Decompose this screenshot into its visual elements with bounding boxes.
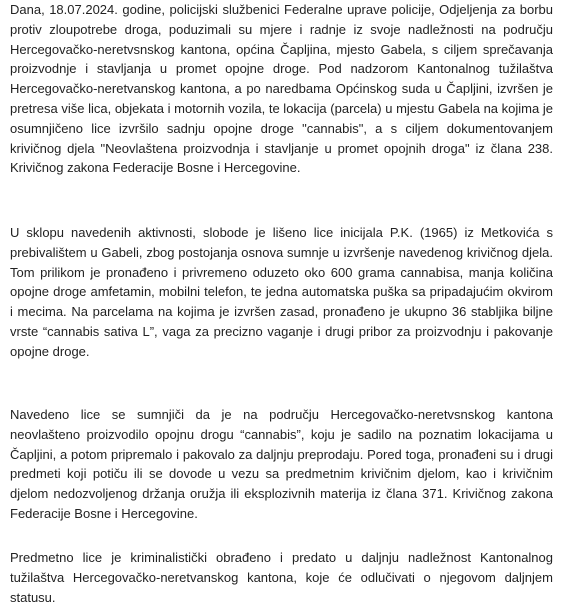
article-paragraph-2: U sklopu navedenih aktivnosti, slobode je lišeno lice inicijala P.K. (1965) iz Metkovića s prebivalištem u Gabeli, zbog postojanja osnova sumnje u izvršenje navedenog krivičnog djela. Tom prilikom je pronađeno i privremeno oduzeto oko 600 grama cannabisa, manja količina opojne droge amfetamin, mobilni telefon, te jedna automatska puška sa pripadajućim okvirom i mecima. Na parcelama na kojima je izvršen zasad, pronađeno je ukupno 36 stabljika biljne vrste “cannabis sativa L”, vaga za precizno vaganje i drugi pribor za proizvodnju i pakovanje opojne droge. (10, 225, 553, 359)
article-paragraph-3: Navedeno lice se sumnjiči da je na području Hercegovačko-neretvsnskog kantona neovlašteno proizvodilo opojnu drogu “cannabis”, koju je sadilo na poznatim lokacijama u Čapljini, a potom pripremalo i pakovalo za daljnju preprodaju. Pored toga, pronađeni su i drugi predmeti koji potiču ili se dovode u vezu sa predmetnim krivičnim djelom, kao i krivičnim djelom nedozvoljenog držanja oružja ili eksplozivnih materija iz člana 371. Krivičnog zakona Federacije Bosne i Hercegovine. (10, 407, 553, 521)
article-paragraph-4: Predmetno lice je kriminalistički obrađeno i predato u daljnju nadležnost Kantonalnog tužilaštva Hercegovačko-neretvanskog kantona, koje će odlučivati o njegovom daljnjem statusu. (10, 550, 553, 605)
article-paragraph-1: Dana, 18.07.2024. godine, policijski službenici Federalne uprave policije, Odjeljenja za borbu protiv zloupotrebe droga, poduzimali su mjere i radnje iz svoje nadležnosti na području Hercegovačko-neretvsnskog kantona, općina Čapljina, mjesto Gabela, s ciljem sprečavanja proizvodnje i stavljanja u promet opojne droge. Pod nadzorom Kantonalnog tužilaštva Hercegovačko-neretvanskog kantona, a po naredbama Općinskog suda u Čapljini, izvršen je pretresa više lica, objekata i motornih vozila, te lokacija (parcela) u mjestu Gabela na kojima je osumnjičeno lice izvršilo sadnju opojne droge "cannabis", a s ciljem dokumentovanjem krivičnog djela "Neovlaštena proizvodnja i stavljanje u promet opojnih droga" iz člana 238. Krivičnog zakona Federacije Bosne i Hercegovine. (10, 2, 553, 176)
